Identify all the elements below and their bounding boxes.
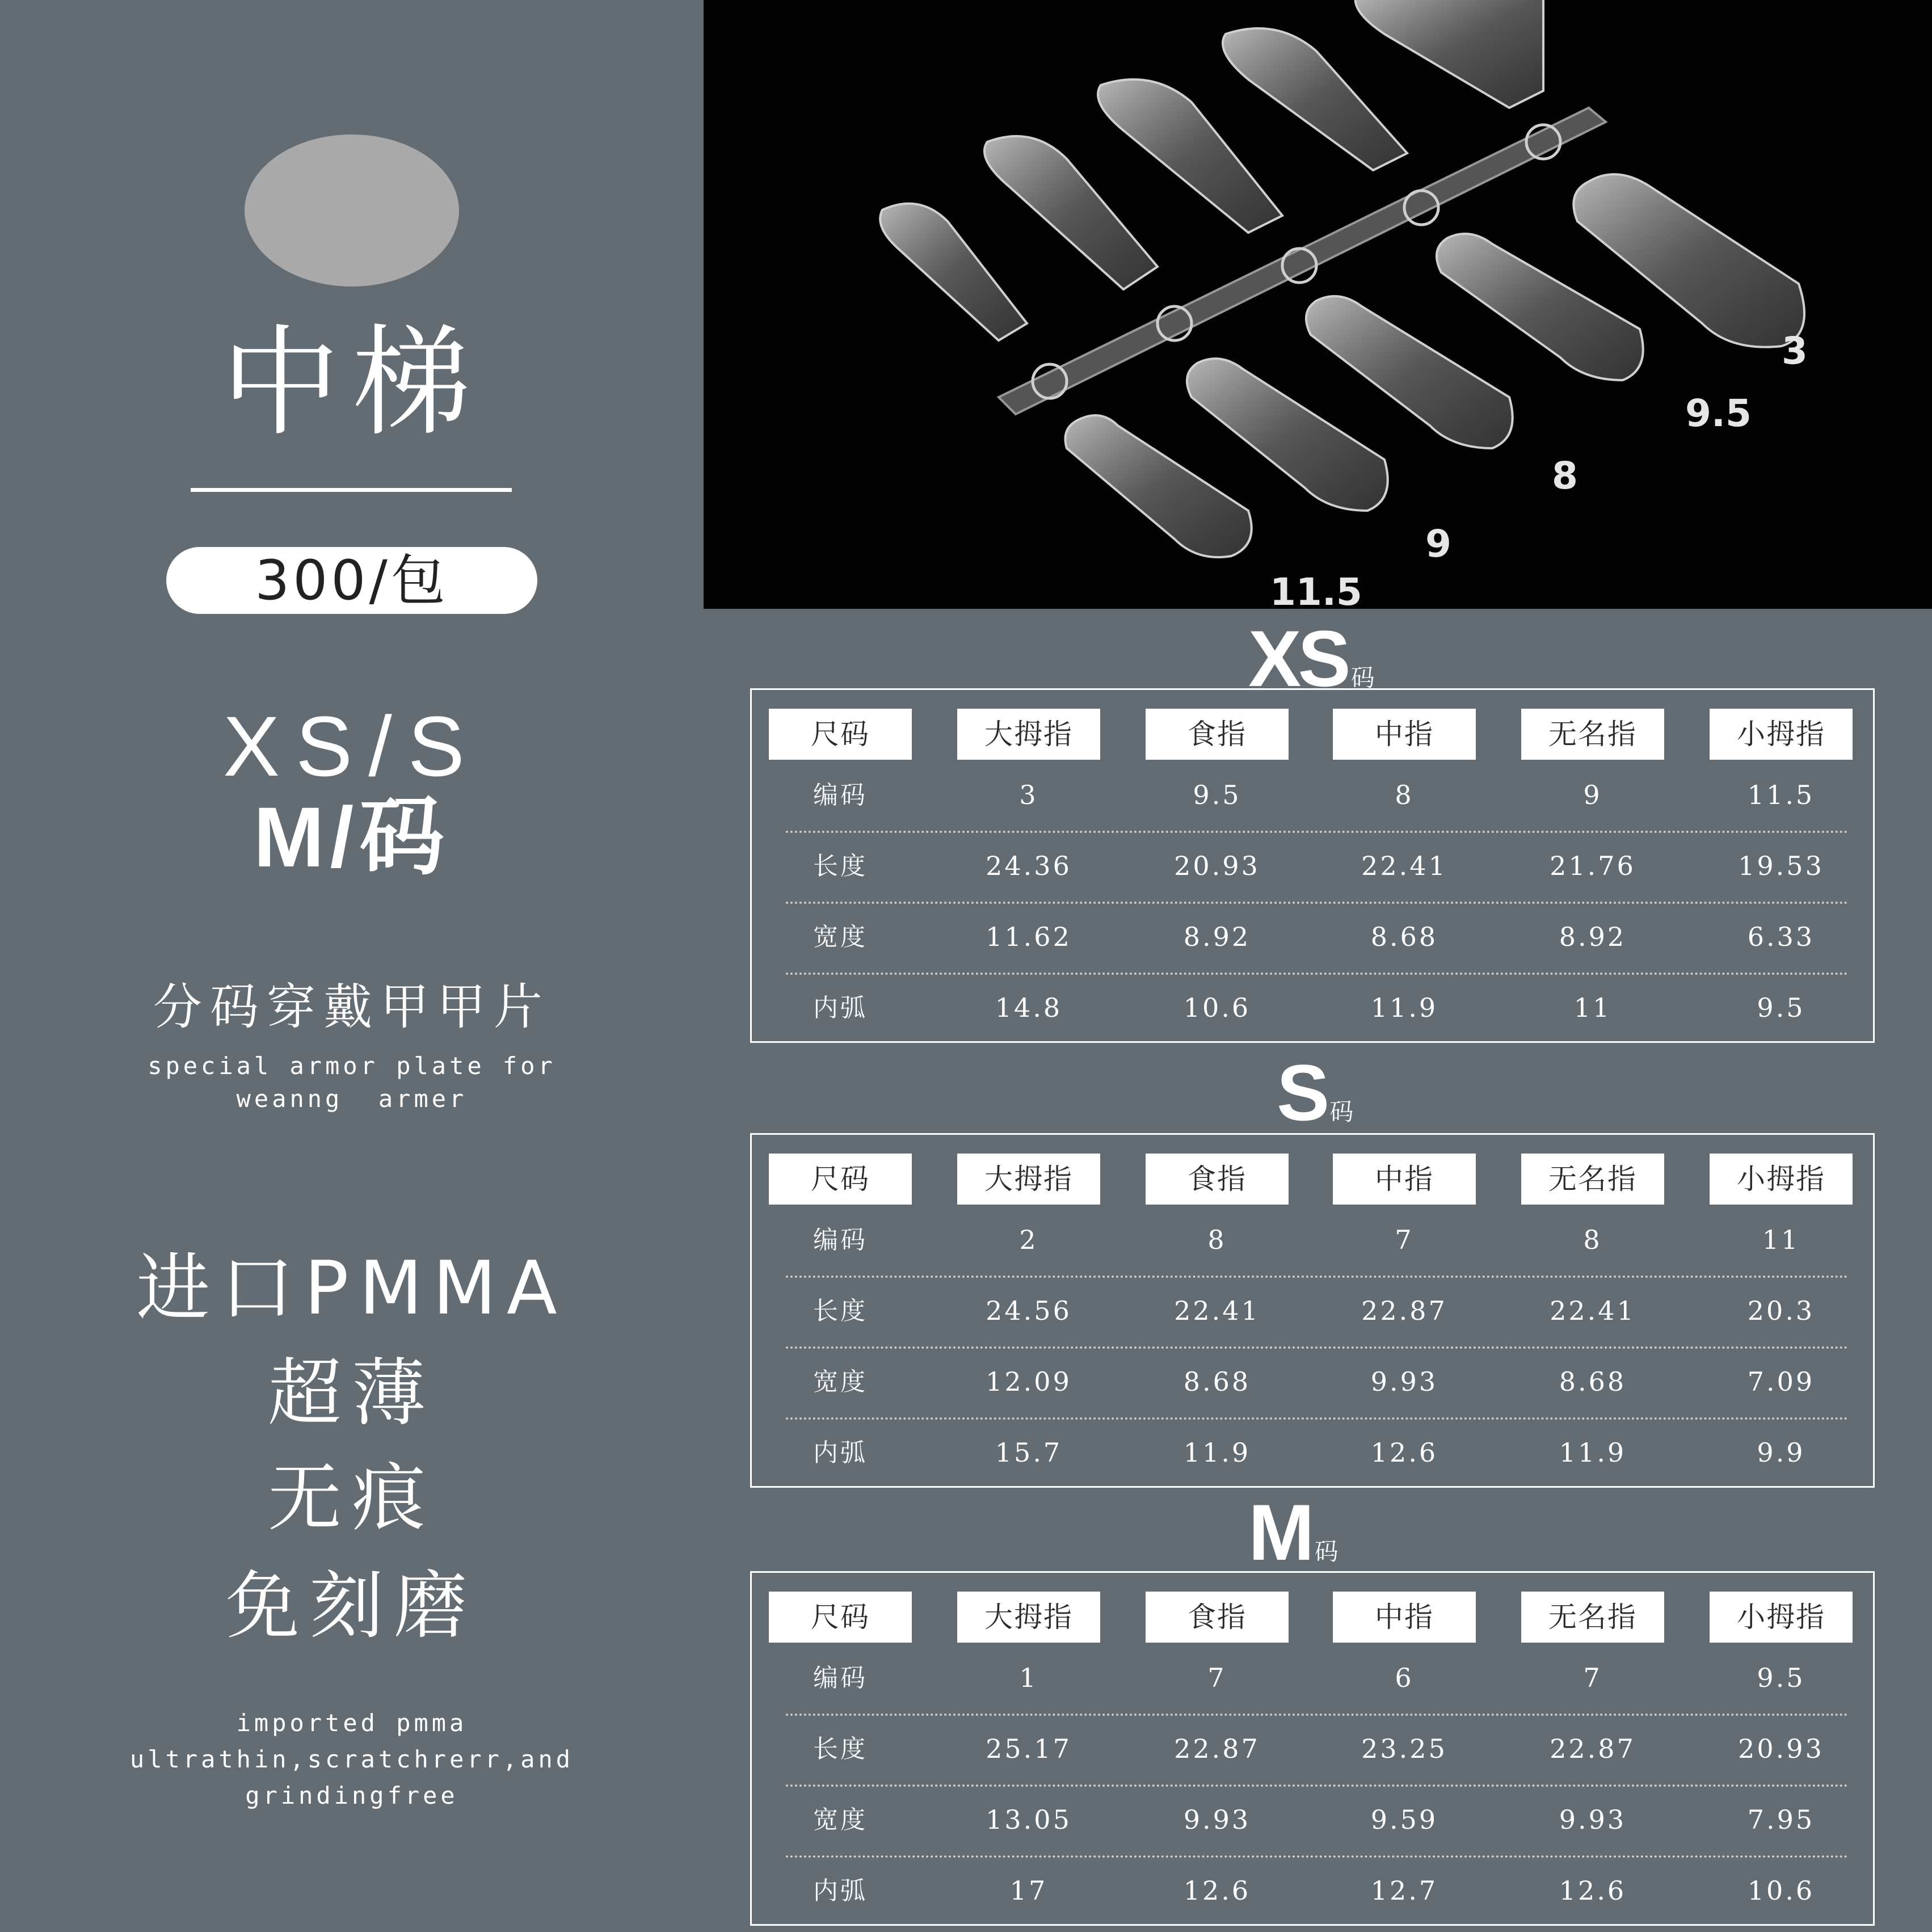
sizes-line-2: M/码: [253, 789, 451, 885]
cell-value: 11: [1762, 1224, 1800, 1255]
nail-shape-oval-icon: [245, 134, 459, 287]
header-ring: 无名指: [1521, 709, 1664, 760]
section-title-s: [1277, 1047, 1353, 1139]
header-thumb: 大拇指: [957, 1592, 1100, 1643]
cell-value: 9.93: [1370, 1366, 1438, 1397]
photo-size-label: 8: [1552, 454, 1578, 498]
cell-value: 7: [1395, 1224, 1414, 1255]
cell-value: 8.92: [1183, 921, 1251, 952]
row-label: 长度: [813, 1735, 868, 1763]
cell-value: 12.6: [1559, 1875, 1627, 1906]
section-unit: 码: [1329, 1098, 1354, 1125]
style-name: 中梯: [221, 313, 482, 452]
pack-count-badge: 300/包: [166, 547, 537, 614]
cell-value: 11: [1573, 992, 1612, 1023]
section-size: M: [1248, 1488, 1311, 1577]
cell-value: 3: [1019, 780, 1038, 810]
cell-value: 22.87: [1361, 1295, 1447, 1326]
header-thumb: 大拇指: [957, 709, 1100, 760]
cell-value: 19.53: [1738, 851, 1824, 881]
header-middle: 中指: [1333, 709, 1476, 760]
header-ring: 无名指: [1521, 1154, 1664, 1205]
header-index: 食指: [1146, 709, 1289, 760]
cell-value: 7: [1207, 1662, 1227, 1693]
photo-size-label: 9.5: [1685, 392, 1752, 435]
header-index: 食指: [1146, 1154, 1289, 1205]
subtitle-en-line-1: special armor plate for: [148, 1052, 556, 1080]
cell-value: 8.68: [1183, 1366, 1251, 1397]
section-unit: 码: [1314, 1538, 1338, 1565]
divider: [191, 488, 512, 492]
table-header-row: [769, 1592, 1856, 1643]
table-row: [786, 1276, 1848, 1349]
header-pinky: 小拇指: [1710, 1592, 1853, 1643]
cell-value: 22.41: [1550, 1295, 1636, 1326]
cell-value: 7.95: [1747, 1804, 1815, 1835]
sizes-line-1: XS/S: [223, 698, 481, 794]
cell-value: 23.25: [1361, 1733, 1447, 1764]
header-size: 尺码: [769, 1154, 912, 1205]
table-row: [786, 973, 1848, 1043]
section-size: S: [1277, 1048, 1327, 1137]
cell-value: 12.7: [1370, 1875, 1438, 1906]
cell-value: 15.7: [995, 1437, 1063, 1468]
size-table-xs: [750, 688, 1875, 1043]
cell-value: 21.76: [1550, 851, 1636, 881]
cell-value: 8: [1583, 1224, 1602, 1255]
row-label: 编码: [813, 781, 868, 810]
cell-value: 8: [1207, 1224, 1227, 1255]
cell-value: 8.68: [1559, 1366, 1627, 1397]
cell-value: 14.8: [995, 992, 1063, 1023]
size-table-m: [750, 1571, 1875, 1926]
photo-size-label: 11.5: [1270, 570, 1362, 609]
footer-en: [102, 1705, 601, 1814]
cell-value: 8: [1395, 780, 1414, 810]
table-row: [786, 1714, 1848, 1787]
size-table-s: [750, 1133, 1875, 1488]
header-ring: 无名指: [1521, 1592, 1664, 1643]
row-label: 编码: [813, 1226, 868, 1255]
feature-seamless: 无痕: [267, 1455, 436, 1541]
cell-value: 9.5: [1757, 992, 1805, 1023]
section-title-m: [1248, 1487, 1338, 1579]
cell-value: 12.09: [986, 1366, 1072, 1397]
feature-ultrathin: 超薄: [267, 1350, 436, 1436]
cell-value: 2: [1019, 1224, 1038, 1255]
cell-value: 8.92: [1559, 921, 1627, 952]
row-label: 宽度: [813, 1805, 868, 1834]
table-row: [786, 902, 1848, 975]
cell-value: 20.3: [1747, 1295, 1815, 1326]
row-label: 编码: [813, 1664, 868, 1693]
row-label: 内弧: [813, 1876, 868, 1905]
subtitle-en-line-2: weanng armer: [236, 1085, 468, 1113]
cell-value: 25.17: [986, 1733, 1072, 1764]
cell-value: 24.36: [986, 851, 1072, 881]
cell-value: 9.9: [1757, 1437, 1805, 1468]
table-header-row: [769, 1154, 1856, 1205]
cell-value: 22.41: [1361, 851, 1447, 881]
cell-value: 7: [1583, 1662, 1602, 1693]
header-middle: 中指: [1333, 1592, 1476, 1643]
header-index: 食指: [1146, 1592, 1289, 1643]
cell-value: 1: [1019, 1662, 1038, 1693]
row-label: 内弧: [813, 994, 868, 1022]
cell-value: 9.59: [1370, 1804, 1438, 1835]
cell-value: 9: [1583, 780, 1602, 810]
cell-value: 9.5: [1757, 1662, 1805, 1693]
footer-en-line-1: imported pmma: [236, 1709, 468, 1737]
photo-size-label: 9: [1425, 522, 1451, 566]
header-pinky: 小拇指: [1710, 709, 1853, 760]
table-row: [786, 831, 1848, 904]
cell-value: 12.6: [1183, 1875, 1251, 1906]
cell-value: 20.93: [1738, 1733, 1824, 1764]
cell-value: 11.62: [986, 921, 1072, 952]
header-size: 尺码: [769, 1592, 912, 1643]
header-thumb: 大拇指: [957, 1154, 1100, 1205]
table-row: [786, 1205, 1848, 1278]
feature-imported-pmma: 进口PMMA: [136, 1245, 567, 1331]
table-header-row: [769, 709, 1856, 760]
cell-value: 20.93: [1174, 851, 1260, 881]
table-row: [786, 1855, 1848, 1926]
row-label: 宽度: [813, 1367, 868, 1396]
feature-no-filing: 免刻磨: [225, 1563, 478, 1649]
cell-value: 11.9: [1559, 1437, 1627, 1468]
cell-value: 6: [1395, 1662, 1414, 1693]
cell-value: 17: [1009, 1875, 1048, 1906]
subtitle-en: [113, 1050, 590, 1116]
row-label: 内弧: [813, 1438, 868, 1467]
cell-value: 11.9: [1370, 992, 1438, 1023]
cell-value: 11.5: [1747, 780, 1815, 810]
header-size: 尺码: [769, 709, 912, 760]
cell-value: 9.93: [1183, 1804, 1251, 1835]
header-pinky: 小拇指: [1710, 1154, 1853, 1205]
table-row: [786, 1417, 1848, 1488]
table-row: [786, 1784, 1848, 1858]
header-middle: 中指: [1333, 1154, 1476, 1205]
cell-value: 24.56: [986, 1295, 1072, 1326]
cell-value: 8.68: [1370, 921, 1438, 952]
section-unit: 码: [1350, 664, 1375, 691]
cell-value: 13.05: [986, 1804, 1072, 1835]
table-row: [786, 1643, 1848, 1716]
cell-value: 7.09: [1747, 1366, 1815, 1397]
footer-en-line-3: grindingfree: [245, 1782, 458, 1809]
table-row: [786, 1346, 1848, 1420]
cell-value: 22.41: [1174, 1295, 1260, 1326]
cell-value: 10.6: [1747, 1875, 1815, 1906]
cell-value: 22.87: [1174, 1733, 1260, 1764]
nail-tips-illustration: [704, 0, 1932, 609]
cell-value: 22.87: [1550, 1733, 1636, 1764]
photo-size-label: 3: [1782, 329, 1808, 373]
row-label: 长度: [813, 1297, 868, 1325]
cell-value: 12.6: [1370, 1437, 1438, 1468]
cell-value: 9.93: [1559, 1804, 1627, 1835]
cell-value: 11.9: [1183, 1437, 1251, 1468]
product-photo: [704, 0, 1932, 609]
section-size: XS: [1248, 614, 1348, 703]
footer-en-line-2: ultrathin,scratchrerr,and: [129, 1745, 574, 1773]
subtitle-cn: 分码穿戴甲甲片: [153, 979, 550, 1036]
cell-value: 9.5: [1193, 780, 1241, 810]
row-label: 宽度: [813, 923, 868, 952]
table-row: [786, 760, 1848, 833]
cell-value: 6.33: [1747, 921, 1815, 952]
row-label: 长度: [813, 852, 868, 881]
cell-value: 10.6: [1183, 992, 1251, 1023]
